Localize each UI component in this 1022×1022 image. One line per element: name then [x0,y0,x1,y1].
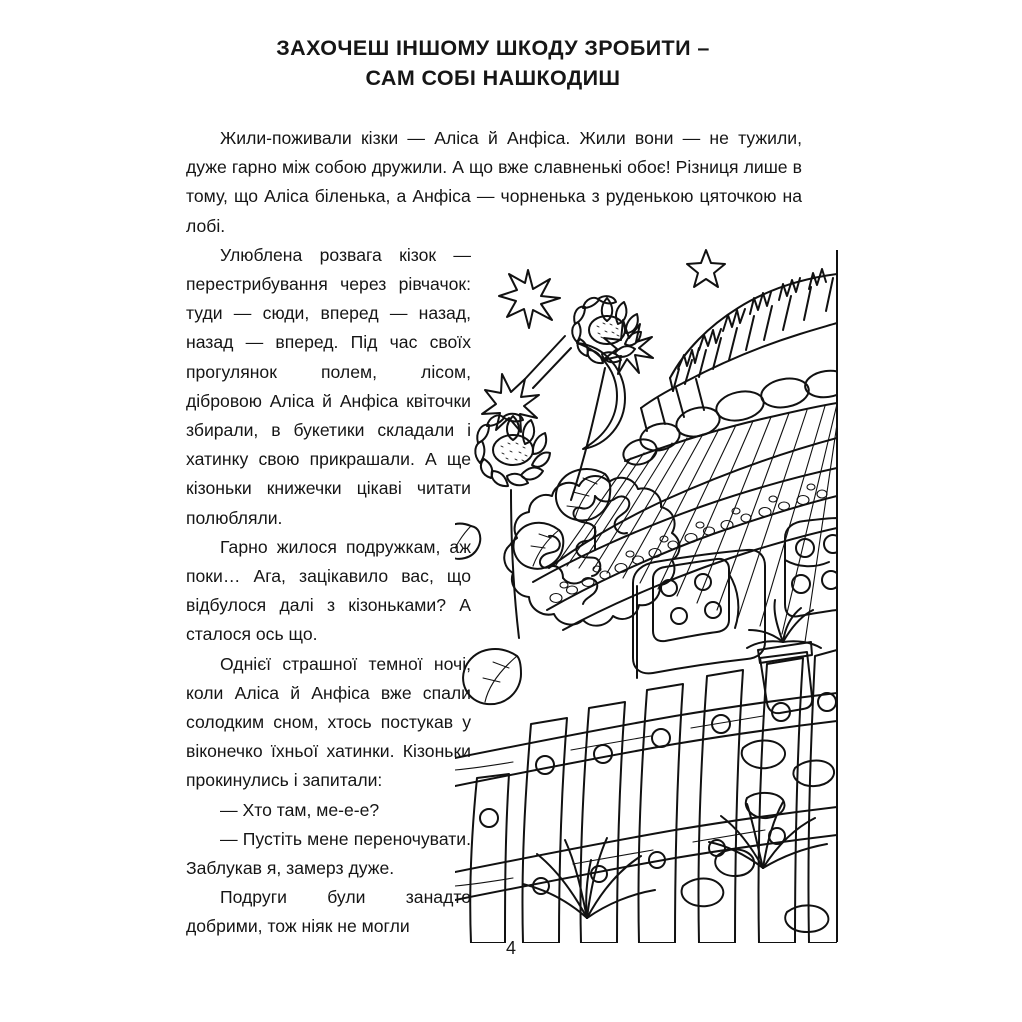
paragraph-4: Однієї страшної темної ночі, коли Аліса й Анфіса вже спали солодким сном, хтось постукав у віконечко їхньої хатинки. Кізоньки прокинулись і запитали: [186,653,471,791]
page-number: 4 [505,938,516,958]
paragraph-1: Жили-поживали кізки — Аліса й Анфіса. Жили вони — не тужили, дуже гарно між собою дружили. А що вже славненькі обоє! Різниця лише в тому, що Аліса біленька, а Анфіса — чорненька з руденькою цяточкою на лобі. [186,128,802,236]
illustration-edge-line [836,250,838,942]
paragraph-2: Улюблена розвага кізок — перестрибування через рівчачок: туди — сюди, вперед — назад, назад — вперед. Під час своїх прогулянок полем, лісом, дібровою Аліса й Анфіса квіточки збирали, в букетики складали і хатинку свою прикрашали. А ще кізоньки книжечки цікаві читати полюбляли. [186,244,471,528]
paragraph-7: Подруги були занадто добрими, тож ніяк не могли [186,887,471,937]
fence-picket [808,650,837,943]
paragraph-3: Гарно жилося подружкам, аж поки… Ага, зацікавило вас, що відбулося далі з кізоньками? А сталося ось що. [186,536,471,645]
page-title-line-2: САМ СОБІ НАШКОДИШ [365,66,621,90]
page-title [186,33,800,93]
story-text [186,124,802,942]
paragraph-5-dialog: — Хто там, ме-е-е? [220,799,380,820]
page-title-line-1: ЗАХОЧЕШ ІНШОМУ ШКОДУ ЗРОБИТИ – [276,36,710,60]
paragraph-6-dialog: — Пустіть мене переночувати. Заблукав я, замерз дуже. [186,828,471,879]
